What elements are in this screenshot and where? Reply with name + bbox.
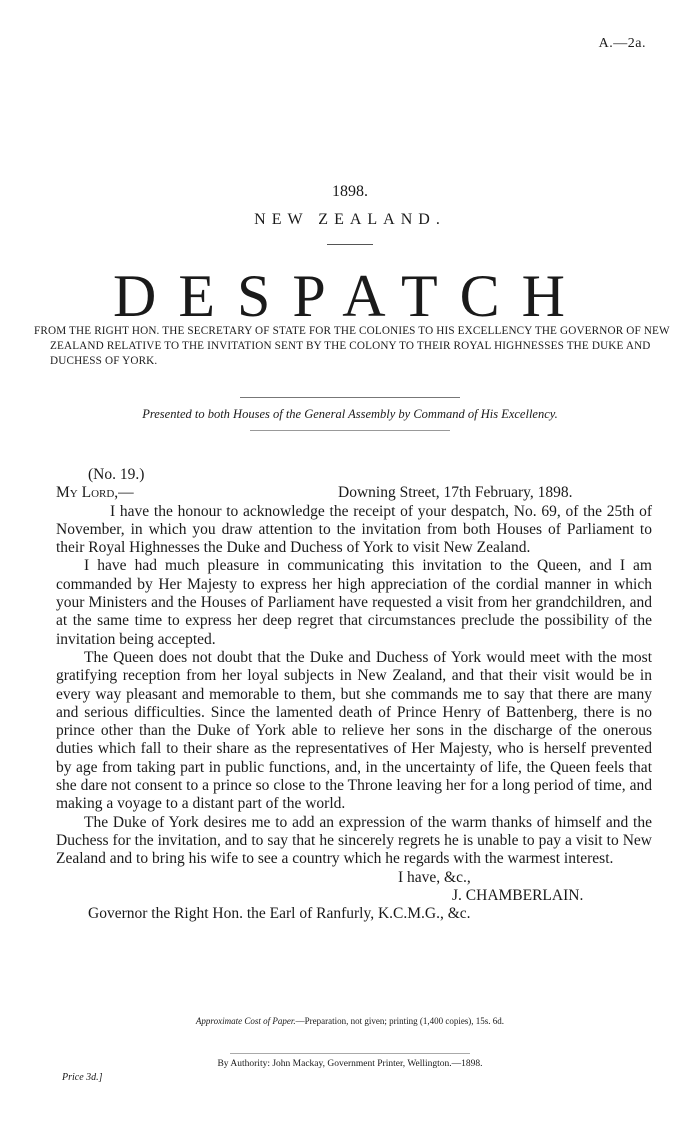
paragraph-3: The Queen does not doubt that the Duke and Duchess of York would meet with the most gratifying reception from her loyal subjects in New Zealand, and that their visit would be in every way pleasant and memorable to them, but she commands me to say that there are many and serious difficulties. Since the lamented death of Prince Henry of Battenberg, there is no prince other than the Duke of York able to relieve her sons in the discharge of the onerous duties which fall to their share as the representatives of Her Majesty, who is herself prevented by age from taking part in public functions, and, in the uncertainty of life, the Queen feels that she dare not consent to a prince so close to the Throne leaving her for a long period of time, and making a voyage to a distant part of the world. [56,648,652,813]
paragraph-2: I have had much pleasure in communicating this invitation to the Queen, and I am commanded by Her Majesty to express her high appreciation of the cordial manner in which your Ministers and the Houses of Parliament have requested a visit from her grandchildren, and at the same time to express her deep regret that circumstances preclude the possibility of the invitation being accepted. [56,557,652,648]
letter-body [56,466,652,923]
document-year: 1898. [332,183,368,200]
printer-line: By Authority: John Mackay, Government Printer, Wellington.—1898. [217,1059,483,1069]
salutation: My Lord,— [56,484,134,502]
closing: I have, &c., [398,868,471,886]
paragraph-4: The Duke of York desires me to add an expression of the warm thanks of himself and the Duchess for the invitation, and to say that he sincerely regrets he is unable to pay a visit to New Zealand and to bring his wife to see a country which he regards with the warmest interest. [56,813,652,868]
document-subtitle: FROM THE RIGHT HON. THE SECRETARY OF STATE FOR THE COLONIES TO HIS EXCELLENCY THE GOVERNOR OF NEW ZEALAND RELATIVE TO THE INVITATION SENT BY THE COLONY TO THEIR ROYAL HIGHNESSES THE DUKE AND DUCHESS OF YORK. [34,325,670,367]
divider [230,1053,470,1054]
signature: J. CHAMBERLAIN. [452,886,584,904]
divider [327,244,373,245]
page-reference: A.—2a. [598,36,646,51]
place-date: Downing Street, 17th February, 1898. [338,484,573,502]
divider [240,397,460,398]
presented-note: Presented to both Houses of the General Assembly by Command of His Excellency. [142,407,558,421]
country-heading: NEW ZEALAND. [254,211,446,228]
document-title: DESPATCH [113,263,587,329]
paragraph-1: I have the honour to acknowledge the receipt of your despatch, No. 69, of the 25th of November, in which you draw attention to the invitation from both Houses of Parliament to their Royal Highnesses the Duke and Duchess of York to visit New Zealand. [56,502,652,557]
cost-label: Approximate Cost of Paper. [195,1016,296,1026]
addressee: Governor the Right Hon. the Earl of Ranfurly, K.C.M.G., &c. [88,905,471,923]
cost-text: —Preparation, not given; printing (1,400 copies), 15s. 6d. [295,1016,505,1026]
divider [250,430,450,431]
despatch-number: (No. 19.) [88,466,145,483]
price: Price 3d.] [62,1072,103,1083]
cost-note [0,1016,700,1026]
salutation-line [56,484,652,502]
